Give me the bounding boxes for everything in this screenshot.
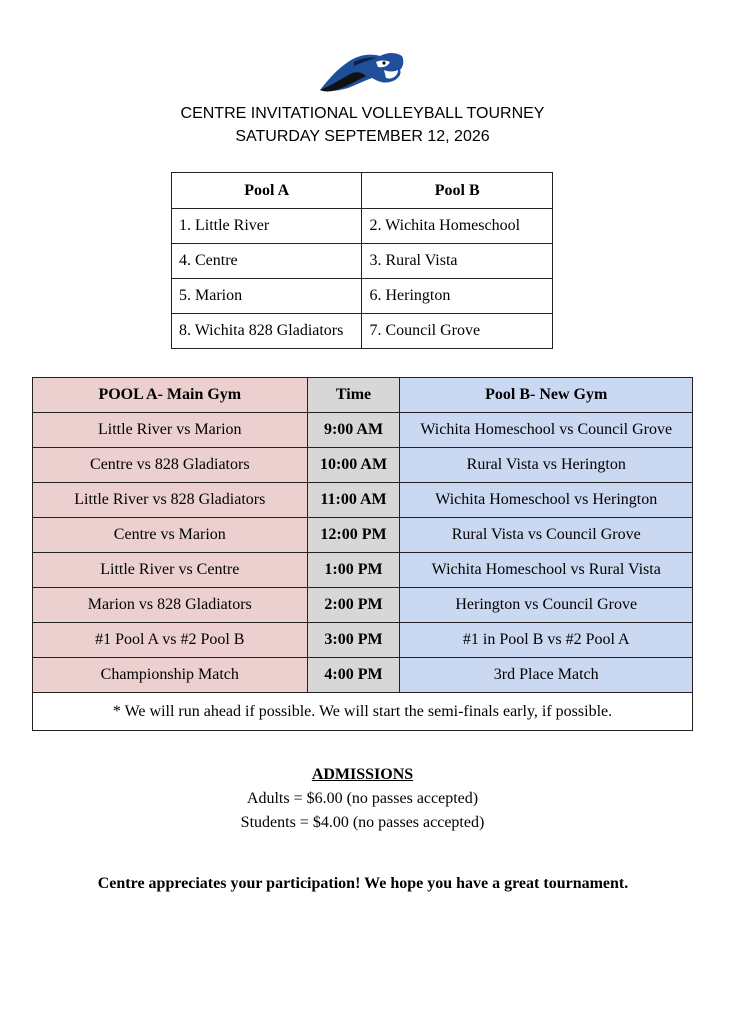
pool-a-match: Championship Match xyxy=(33,658,308,693)
admissions-heading: ADMISSIONS xyxy=(311,766,414,783)
pool-b-header: Pool B xyxy=(362,173,553,209)
pool-a-match: Centre vs 828 Gladiators xyxy=(33,448,308,483)
pool-b-match: Wichita Homeschool vs Rural Vista xyxy=(400,553,693,588)
table-row xyxy=(33,623,693,658)
pool-b-match: Wichita Homeschool vs Herington xyxy=(400,483,693,518)
table-row xyxy=(33,413,693,448)
match-time: 2:00 PM xyxy=(307,588,400,623)
match-time: 10:00 AM xyxy=(307,448,400,483)
pool-a-team: 5. Marion xyxy=(172,279,362,314)
match-time: 4:00 PM xyxy=(307,658,400,693)
closing-message: Centre appreciates your participation! We hope you have a great tournament. xyxy=(97,875,629,892)
pool-a-team: 4. Centre xyxy=(172,244,362,279)
table-row xyxy=(33,483,693,518)
pool-a-match: Marion vs 828 Gladiators xyxy=(33,588,308,623)
pool-a-match: Little River vs Centre xyxy=(33,553,308,588)
pool-a-gym-header: POOL A- Main Gym xyxy=(33,378,308,413)
pool-a-match: Centre vs Marion xyxy=(33,518,308,553)
match-time: 11:00 AM xyxy=(307,483,400,518)
event-date: SATURDAY SEPTEMBER 12, 2026 xyxy=(235,128,490,145)
table-row xyxy=(33,448,693,483)
match-time: 3:00 PM xyxy=(307,623,400,658)
table-row xyxy=(172,244,553,279)
page-title: CENTRE INVITATIONAL VOLLEYBALL TOURNEY xyxy=(180,105,545,122)
pool-b-team: 7. Council Grove xyxy=(362,314,553,349)
schedule-note-row xyxy=(33,693,693,731)
time-header: Time xyxy=(307,378,400,413)
pool-a-match: #1 Pool A vs #2 Pool B xyxy=(33,623,308,658)
table-row xyxy=(172,314,553,349)
schedule-table xyxy=(32,377,693,731)
table-row xyxy=(172,209,553,244)
pool-a-team: 8. Wichita 828 Gladiators xyxy=(172,314,362,349)
pool-b-match: Wichita Homeschool vs Council Grove xyxy=(400,413,693,448)
student-admission: Students = $4.00 (no passes accepted) xyxy=(240,814,485,831)
panther-logo-icon xyxy=(318,50,408,94)
pool-b-match: 3rd Place Match xyxy=(400,658,693,693)
pool-b-match: Rural Vista vs Herington xyxy=(400,448,693,483)
match-time: 9:00 AM xyxy=(307,413,400,448)
pool-b-gym-header: Pool B- New Gym xyxy=(400,378,693,413)
table-row xyxy=(33,553,693,588)
pool-a-header: Pool A xyxy=(172,173,362,209)
pool-a-team: 1. Little River xyxy=(172,209,362,244)
pool-b-team: 3. Rural Vista xyxy=(362,244,553,279)
pool-a-match: Little River vs 828 Gladiators xyxy=(33,483,308,518)
table-row xyxy=(33,588,693,623)
match-time: 1:00 PM xyxy=(307,553,400,588)
schedule-header-row xyxy=(33,378,693,413)
pool-b-match: Rural Vista vs Council Grove xyxy=(400,518,693,553)
pools-table xyxy=(171,172,553,349)
match-time: 12:00 PM xyxy=(307,518,400,553)
adult-admission: Adults = $6.00 (no passes accepted) xyxy=(246,790,479,807)
pool-b-match: Herington vs Council Grove xyxy=(400,588,693,623)
table-row xyxy=(33,518,693,553)
pool-a-match: Little River vs Marion xyxy=(33,413,308,448)
schedule-note: * We will run ahead if possible. We will start the semi-finals early, if possible. xyxy=(33,693,693,731)
pool-b-team: 2. Wichita Homeschool xyxy=(362,209,553,244)
table-row xyxy=(172,279,553,314)
table-row xyxy=(33,658,693,693)
pool-b-team: 6. Herington xyxy=(362,279,553,314)
pools-header-row xyxy=(172,173,553,209)
pool-b-match: #1 in Pool B vs #2 Pool A xyxy=(400,623,693,658)
